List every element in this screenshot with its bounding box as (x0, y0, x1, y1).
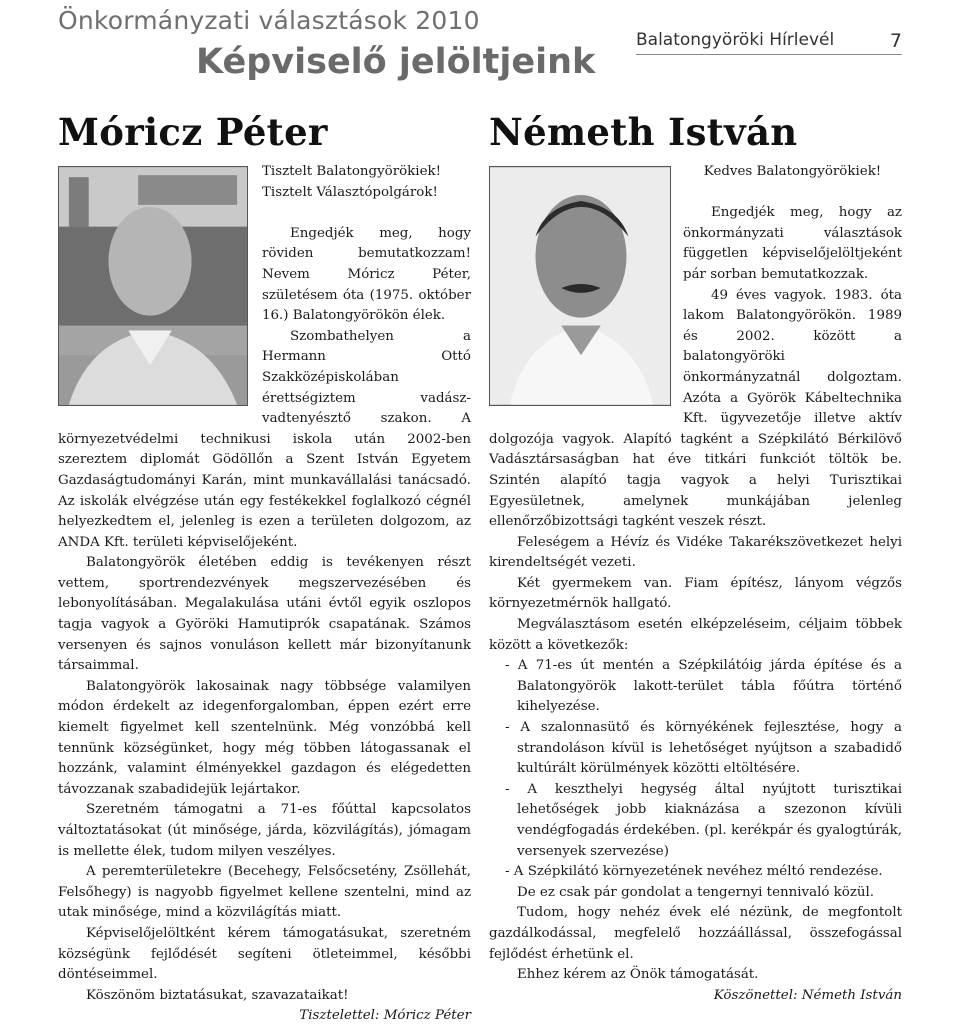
article-moricz (58, 162, 471, 1027)
page-title: Képviselő jelöltjeink (196, 42, 596, 82)
paragraph: Megválasztásom esetén elképzeléseim, céljaim többek között a következők: (489, 617, 902, 653)
candidate-name-nemeth: Németh István (489, 110, 798, 154)
paragraph: Balatongyörök lakosainak nagy többsége valamilyen módon érdekelt az idegenforgalomban, éppen ezért erre kiemelt figyelmet kell szentelnünk. Még vonzóbbá kell tennünk községünket, hogy még többen látogassanak el hozzánk, valamint élményekkel gazdagon és elégedetten távozzanak szabadidejük lejártakor. (58, 678, 471, 797)
page-number: 7 (889, 30, 902, 52)
section-label: Önkormányzati választások 2010 (58, 6, 480, 35)
paragraph: Szombathelyen a Hermann Ottó Szakközépiskolában érettségiztem vadász-vadtenyésztő szakon. A környezetvédelmi technikusi iskola után 2002-ben szereztem diplomát Gödöllőn a Szent István Egyetem Gazdaságtudományi Karán, mint munkavállalási tanácsadó. Az iskolák elvégzése után egy festékekkel foglalkozó cégnél helyezkedtem el, jelenleg is ezen a területen dolgozom, az ANDA Kft. területi képviselőjeként. (58, 328, 471, 550)
candidate-photo-nemeth (489, 166, 671, 406)
paragraph: Képviselőjelöltként kérem támogatásukat, szeretném községünk fejlődését segíteni ötleteimmel, későbbi döntéseimmel. (58, 925, 471, 983)
paragraph: A peremterületekre (Becehegy, Felsőcsetény, Zsöllehát, Felsőhegy) is nagyobb figyelmet kellene szentelni, mind az utak minősége, mind a közvilágítás miatt. (58, 864, 471, 921)
greeting-line: Tisztelt Balatongyörökiek! (262, 164, 442, 179)
paragraph: De ez csak pár gondolat a tengernyi tennivaló közül. (517, 884, 875, 900)
paragraph: Engedjék meg, hogy röviden bemutatkozzam! Nevem Móricz Péter, születésem óta (1975. október 16.) Balatongyörökön élek. (262, 225, 471, 324)
paragraph: Engedjék meg, hogy az önkormányzati választások független képviselőjelöltjeként pár sorban bemutatkozzak. (683, 205, 902, 282)
portrait-photo (490, 167, 670, 405)
greeting-line: Tisztelt Választópolgárok! (262, 184, 438, 200)
publication-name: Balatongyöröki Hírlevél (636, 30, 835, 50)
paragraph: Két gyermekem van. Fiam építész, lányom végzős környezetmérnök hallgató. (489, 575, 902, 612)
paragraph: Feleségem a Hévíz és Vidéke Takarékszövetkezet helyi kirendeltségét vezeti. (489, 534, 902, 571)
paragraph: Tudom, hogy nehéz évek elé nézünk, de megfontolt gazdálkodással, megfelelő hozzáállással, összefogással fejlődést érhetünk el. (489, 905, 902, 962)
list-item: - A szalonnasütő és környékének fejlesztése, hogy a strandoláson kívül is lehetőséget nyújtson a szabadidő kultúrált körülmények közötti eltöltésére. (505, 720, 902, 777)
list-item: - A keszthelyi hegység által nyújtott turisztikai lehetőségek jobb kiaknázása a szezonon kívüli vendégfogadás érdekében. (pl. kerékpár és gyalogtúrák, versenyek szervezése) (505, 781, 902, 859)
list-item: - A 71-es út mentén a Szépkilátóig járda építése és a Balatongyörök lakott-terület tábla főútra történő kihelyezése. (505, 658, 902, 715)
signature: Köszönettel: Németh István (713, 987, 902, 1003)
portrait-photo (59, 167, 247, 405)
paragraph: Ehhez kérem az Önök támogatását. (517, 967, 759, 983)
article-nemeth (489, 162, 902, 1006)
publication-header (636, 30, 902, 55)
paragraph: Köszönöm biztatásukat, szavazataikat! (86, 987, 349, 1003)
list-item: - A Szépkilátó környezetének nevéhez méltó rendezése. (505, 864, 883, 880)
paragraph: Balatongyörök életében eddig is tevékenyen részt vettem, sportrendezvények megszervezésében és lebonyolításában. Megalakulása utáni évtől egyik oszlopos tagja vagyok a Györöki Hamutiprók csapatának. Számos versenyen és sajnos vonuláson kellett már bizonyítanunk társaimmal. (58, 555, 471, 674)
paragraph: 49 éves vagyok. 1983. óta lakom Balatongyörökön. 1989 és 2002. között a balatongyöröki önkormányzatnál dolgoztam. Azóta a Györök Kábeltechnika Kft. ügyvezetője illetve aktív dolgozója vagyok. Alapító tagként a Szépkilátó Bérkilövő Vadásztársaságban hat éve titkári funkciót töltök be. Szintén alapító tagja vagyok a helyi Turisztikai Egyesületnek, amelynek munkájában jelenleg ellenőrzőbizottsági tagként veszek részt. (489, 287, 902, 530)
signature: Tisztelettel: Móricz Péter (299, 1008, 471, 1024)
greeting-line: Kedves Balatongyörökiek! (703, 164, 882, 179)
paragraph: Szeretném támogatni a 71-es főúttal kapcsolatos változtatásokat (út minősége, járda, közvilágítás), jómagam is mellette élek, tudom milyen veszélyes. (58, 802, 471, 859)
candidate-name-moricz: Móricz Péter (58, 110, 328, 154)
candidate-photo-moricz (58, 166, 248, 406)
